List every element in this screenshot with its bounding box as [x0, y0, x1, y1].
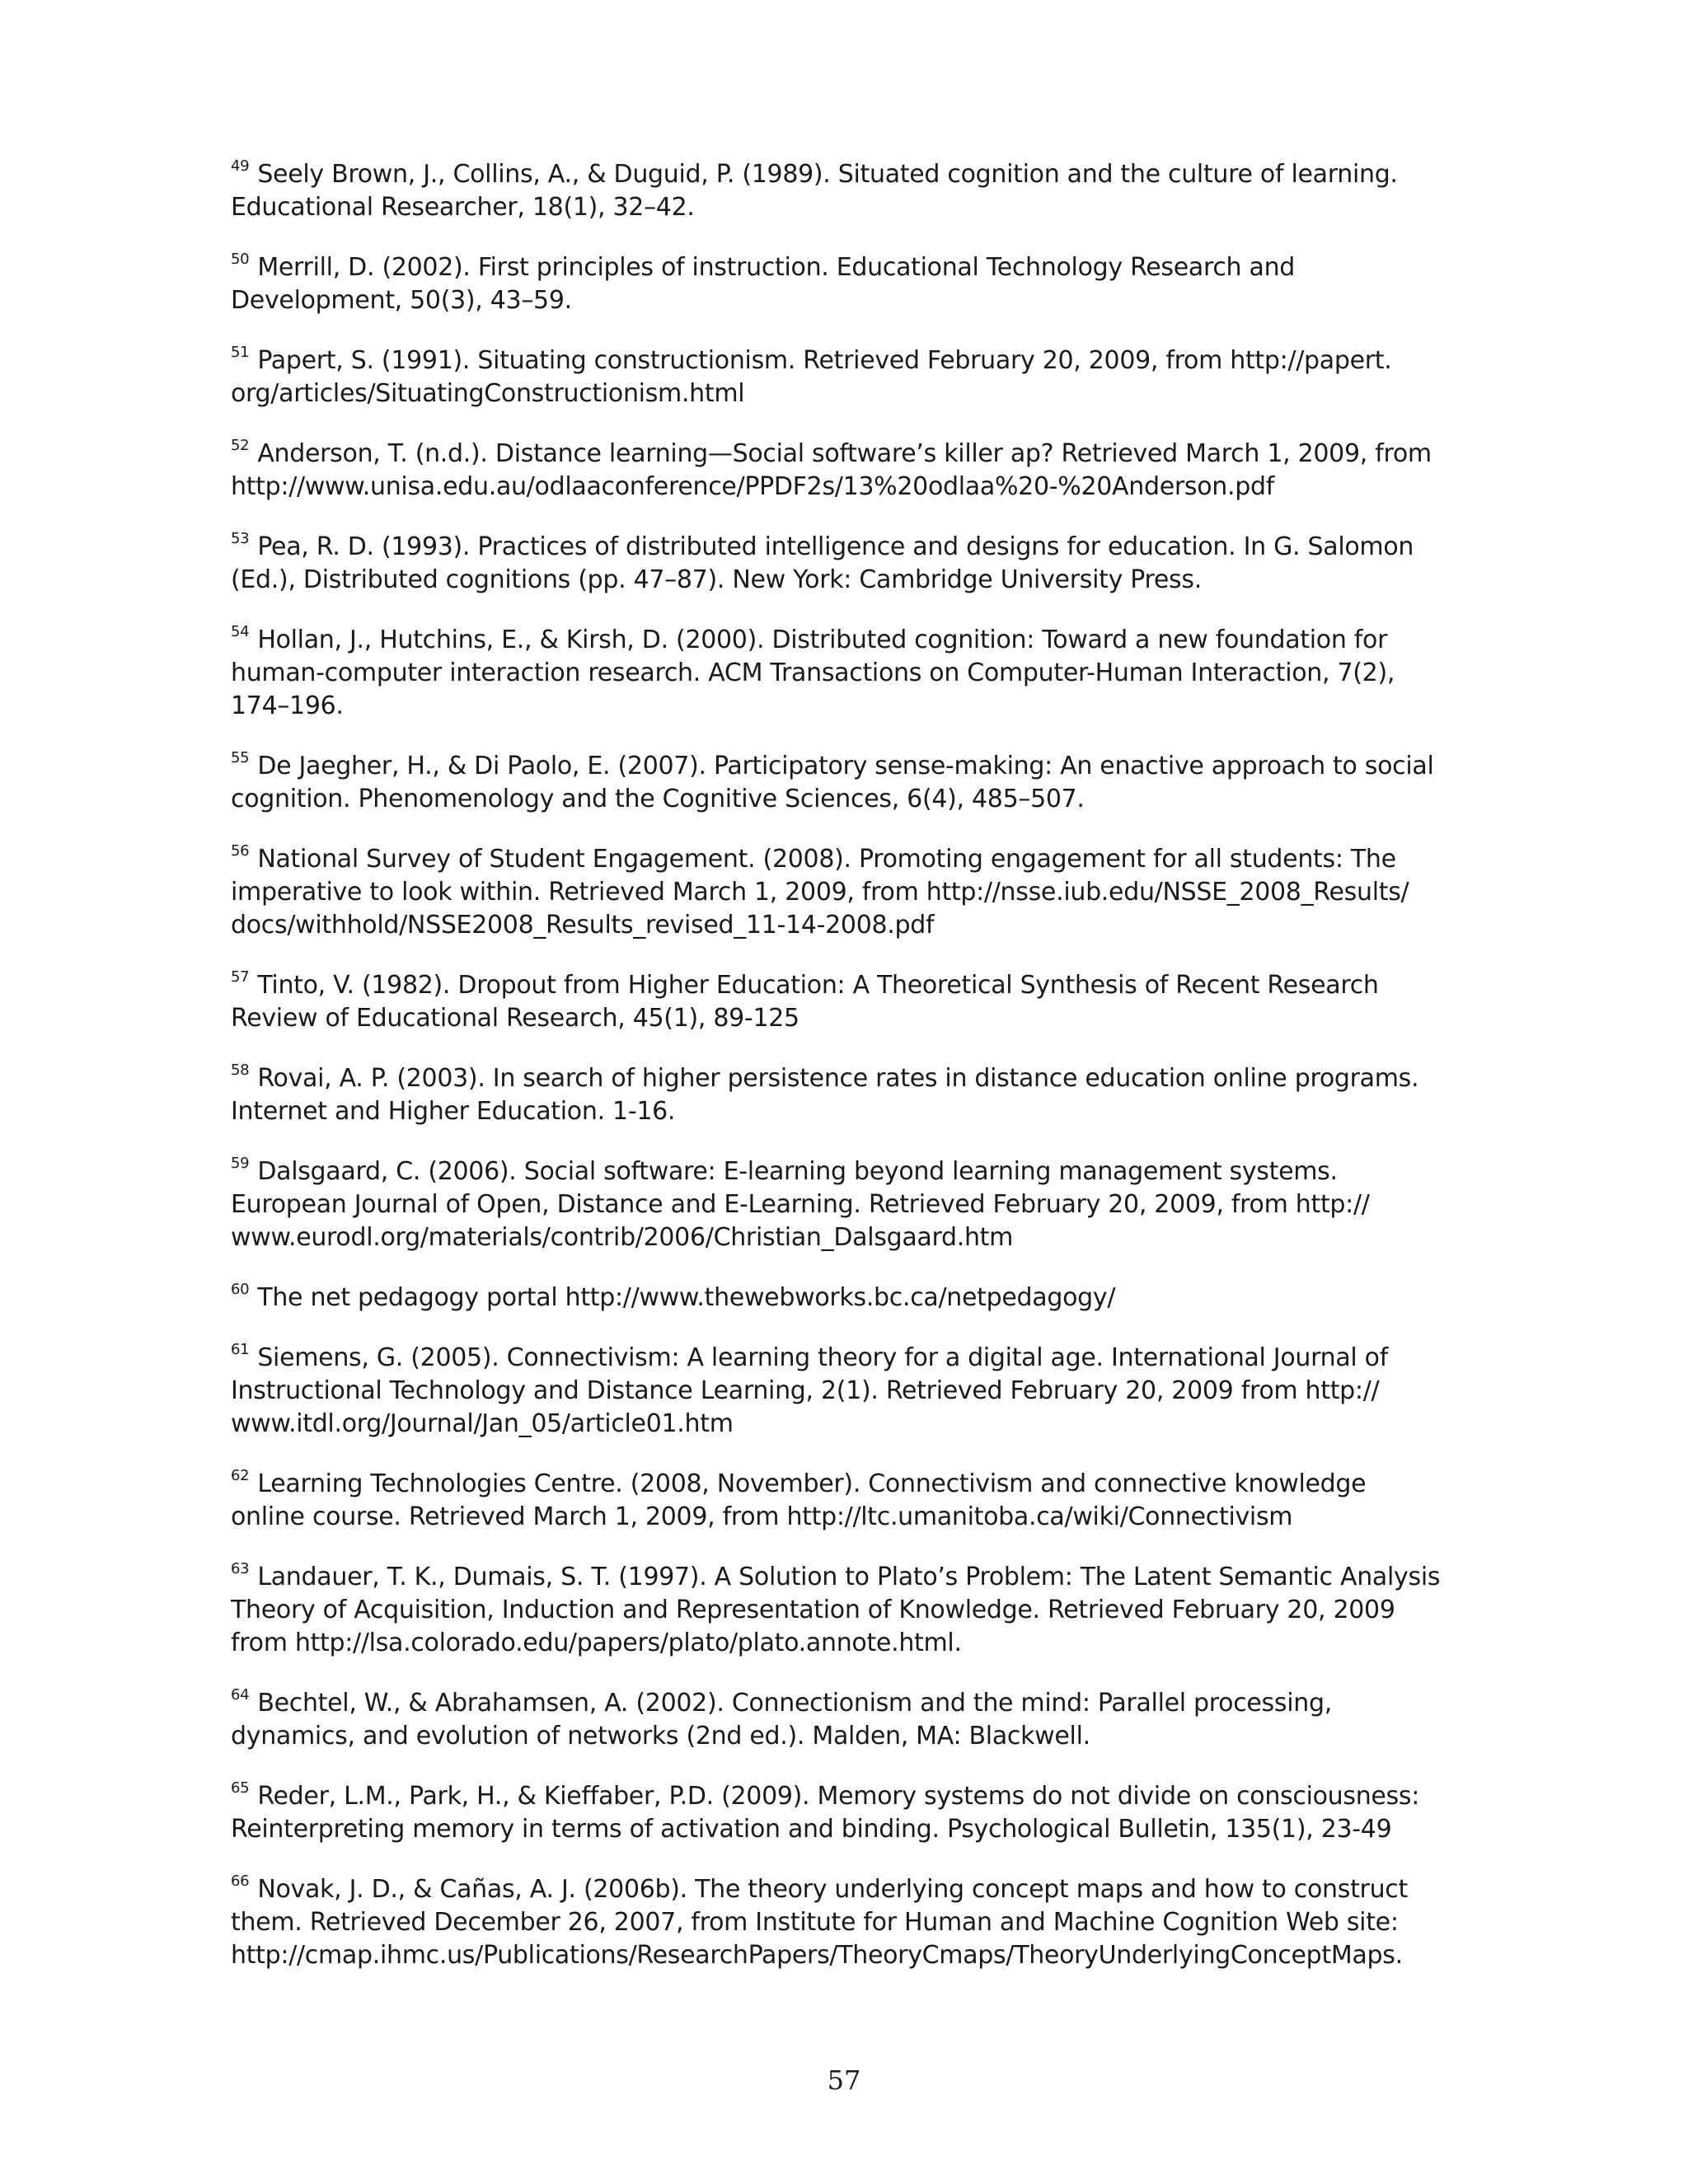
reference-text-line: The net pedagogy portal http://www.thewebworks.bc.ca/netpedagogy/	[257, 1283, 1116, 1312]
reference-text-line: Tinto, V. (1982). Dropout from Higher Education: A Theoretical Synthesis of Recent Research	[257, 971, 1379, 1000]
reference-text-line: them. Retrieved December 26, 2007, from Institute for Human and Machine Cognition Web site:	[231, 1908, 1399, 1937]
reference-entry	[231, 438, 1451, 504]
reference-text-line: De Jaegher, H., & Di Paolo, E. (2007). Participatory sense-making: An enactive approach to social	[257, 752, 1434, 780]
reference-entry	[231, 969, 1451, 1035]
reference-text-line: (Ed.), Distributed cognitions (pp. 47–87). New York: Cambridge University Press.	[231, 565, 1202, 594]
reference-entry	[231, 750, 1451, 816]
reference-text-line: http://www.unisa.edu.au/odlaaconference/PPDF2s/13%20odlaa%20-%20Anderson.pdf	[231, 472, 1274, 501]
footnote-number: 54	[231, 623, 250, 640]
reference-entry	[231, 1282, 1451, 1315]
reference-entry	[231, 1780, 1451, 1846]
reference-text-line: Anderson, T. (n.d.). Distance learning—Social software’s killer ap? Retrieved March 1, 2009, from	[257, 439, 1432, 468]
reference-text-line: Merrill, D. (2002). First principles of instruction. Educational Technology Research and	[257, 253, 1296, 282]
footnote-number: 59	[231, 1155, 250, 1172]
reference-entry	[231, 344, 1451, 410]
page-number: 57	[827, 2064, 861, 2096]
reference-entry	[231, 1342, 1451, 1441]
reference-entry	[231, 1873, 1451, 1972]
reference-text-line: 174–196.	[231, 691, 344, 720]
footnote-number: 55	[231, 749, 250, 766]
reference-entry	[231, 1155, 1451, 1254]
reference-entry	[231, 158, 1451, 224]
reference-text-line: online course. Retrieved March 1, 2009, from http://ltc.umanitoba.ca/wiki/Connectivism	[231, 1502, 1293, 1531]
footnote-number: 49	[231, 157, 250, 175]
reference-text-line: from http://lsa.colorado.edu/papers/plato/plato.annote.html.	[231, 1629, 962, 1657]
reference-text-line: imperative to look within. Retrieved March 1, 2009, from http://nsse.iub.edu/NSSE_2008_Results/	[231, 878, 1409, 907]
reference-text-line: www.eurodl.org/materials/contrib/2006/Christian_Dalsgaard.htm	[231, 1223, 1014, 1252]
reference-text-line: National Survey of Student Engagement. (2008). Promoting engagement for all students: The	[257, 845, 1396, 874]
reference-text-line: Pea, R. D. (1993). Practices of distributed intelligence and designs for education. In G. Salomon	[257, 532, 1414, 561]
reference-text-line: Instructional Technology and Distance Learning, 2(1). Retrieved February 20, 2009 from http://	[231, 1376, 1380, 1405]
footnote-number: 53	[231, 530, 250, 547]
footnote-number: 65	[231, 1779, 250, 1797]
reference-text-line: dynamics, and evolution of networks (2nd ed.). Malden, MA: Blackwell.	[231, 1722, 1090, 1750]
footnote-number: 51	[231, 344, 250, 361]
footnote-number: 61	[231, 1341, 250, 1358]
reference-text-line: Reder, L.M., Park, H., & Kieffaber, P.D. (2009). Memory systems do not divide on consciousness:	[257, 1782, 1420, 1811]
footnote-number: 56	[231, 842, 250, 860]
reference-text-line: Development, 50(3), 43–59.	[231, 286, 572, 315]
reference-text-line: Bechtel, W., & Abrahamsen, A. (2002). Connectionism and the mind: Parallel processing,	[257, 1689, 1332, 1718]
reference-text-line: human-computer interaction research. ACM Transactions on Computer-Human Interaction, 7(2),	[231, 658, 1395, 687]
footnote-number: 62	[231, 1467, 250, 1484]
reference-text-line: Theory of Acquisition, Induction and Representation of Knowledge. Retrieved February 20, 2009	[231, 1596, 1395, 1624]
reference-text-line: Review of Educational Research, 45(1), 89-125	[231, 1004, 799, 1033]
reference-text-line: European Journal of Open, Distance and E-Learning. Retrieved February 20, 2009, from http://	[231, 1190, 1370, 1219]
reference-entry	[231, 1687, 1451, 1753]
reference-entry	[231, 531, 1451, 597]
reference-list	[231, 158, 1451, 1999]
footnote-number: 50	[231, 251, 250, 268]
reference-entry	[231, 1561, 1451, 1660]
footnote-number: 58	[231, 1062, 250, 1079]
reference-text-line: Educational Researcher, 18(1), 32–42.	[231, 193, 695, 222]
footnote-number: 52	[231, 437, 250, 454]
footnote-number: 63	[231, 1560, 250, 1577]
reference-text-line: Landauer, T. K., Dumais, S. T. (1997). A Solution to Plato’s Problem: The Latent Semantic Analysis	[257, 1563, 1441, 1591]
reference-entry	[231, 1468, 1451, 1534]
reference-entry	[231, 251, 1451, 317]
reference-text-line: http://cmap.ihmc.us/Publications/ResearchPapers/TheoryCmaps/TheoryUnderlyingConceptMaps.	[231, 1941, 1403, 1970]
reference-text-line: Seely Brown, J., Collins, A., & Duguid, P. (1989). Situated cognition and the culture of learning.	[257, 160, 1398, 189]
reference-text-line: docs/withhold/NSSE2008_Results_revised_11-14-2008.pdf	[231, 911, 935, 940]
reference-text-line: Siemens, G. (2005). Connectivism: A learning theory for a digital age. International Journal of	[257, 1343, 1388, 1372]
reference-text-line: Internet and Higher Education. 1-16.	[231, 1097, 676, 1126]
reference-entry	[231, 843, 1451, 942]
reference-text-line: Papert, S. (1991). Situating constructionism. Retrieved February 20, 2009, from http://papert.	[257, 346, 1392, 375]
footnote-number: 64	[231, 1686, 250, 1704]
reference-text-line: Rovai, A. P. (2003). In search of higher persistence rates in distance education online programs.	[257, 1064, 1419, 1093]
reference-text-line: Dalsgaard, C. (2006). Social software: E-learning beyond learning management systems.	[257, 1157, 1338, 1186]
reference-text-line: Reinterpreting memory in terms of activation and binding. Psychological Bulletin, 135(1), 23-49	[231, 1815, 1392, 1844]
reference-text-line: Learning Technologies Centre. (2008, November). Connectivism and connective knowledge	[257, 1469, 1367, 1498]
reference-text-line: Hollan, J., Hutchins, E., & Kirsh, D. (2000). Distributed cognition: Toward a new foundation for	[257, 626, 1388, 654]
reference-entry	[231, 1062, 1451, 1128]
reference-text-line: cognition. Phenomenology and the Cognitive Sciences, 6(4), 485–507.	[231, 785, 1085, 813]
reference-text-line: www.itdl.org/Journal/Jan_05/article01.htm	[231, 1409, 734, 1438]
reference-entry	[231, 624, 1451, 723]
reference-text-line: Novak, J. D., & Cañas, A. J. (2006b). The theory underlying concept maps and how to construct	[257, 1875, 1408, 1904]
reference-text-line: org/articles/SituatingConstructionism.html	[231, 379, 745, 408]
footnote-number: 60	[231, 1281, 250, 1298]
footnote-number: 57	[231, 968, 250, 986]
footnote-number: 66	[231, 1872, 250, 1890]
